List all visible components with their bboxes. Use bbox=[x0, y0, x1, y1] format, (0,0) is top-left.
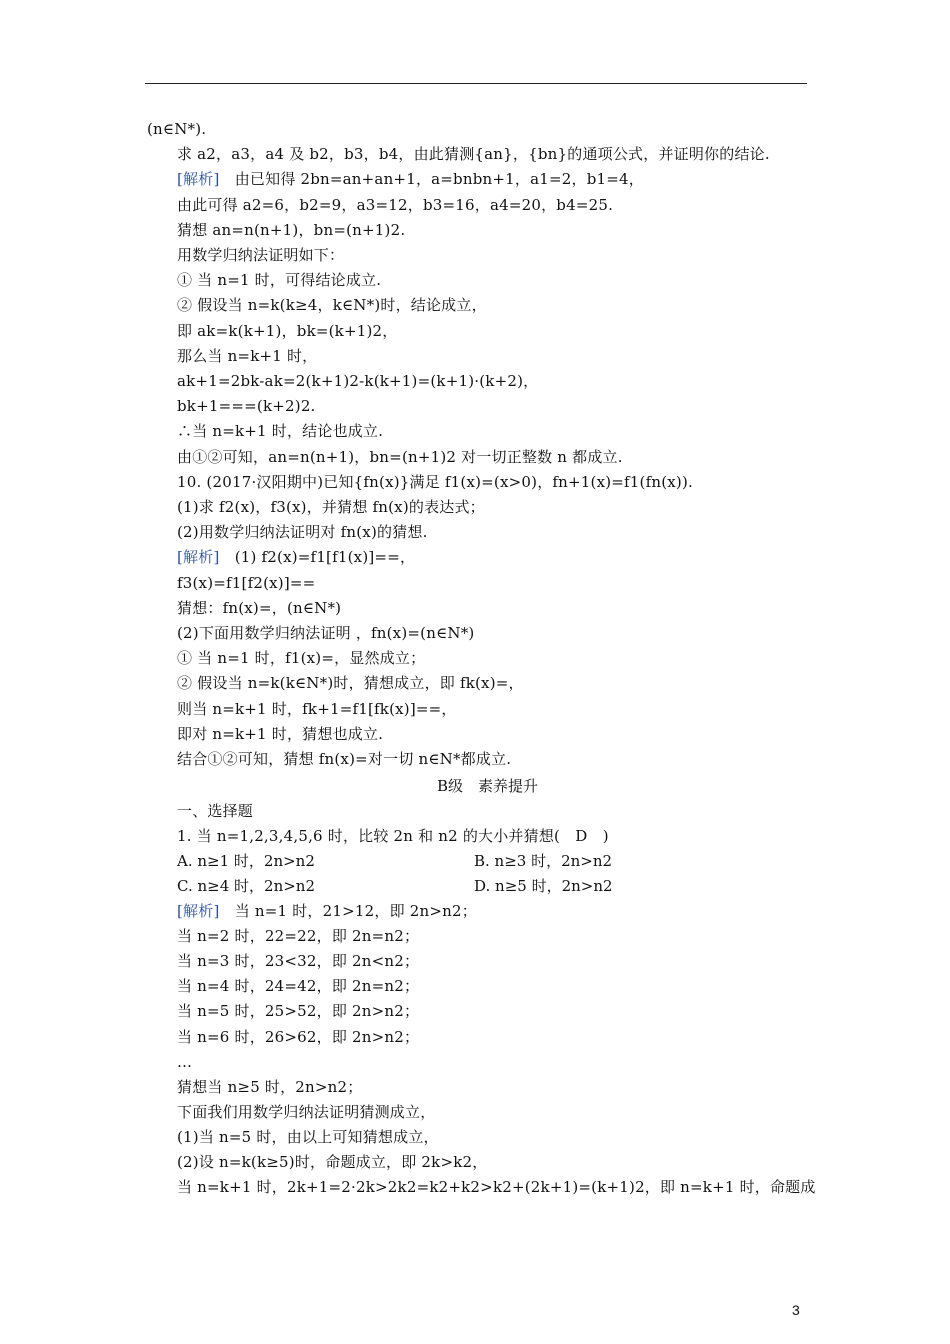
text-line bbox=[177, 497, 485, 517]
text-line bbox=[177, 321, 397, 341]
page-number: 3 bbox=[792, 1302, 800, 1318]
line-text: 猜想 an=n(n+1)，bn=(n+1)2. bbox=[177, 220, 406, 239]
line-text: f3(x)=f1[f2(x)]== bbox=[177, 573, 316, 592]
line-text: 由①②可知，an=n(n+1)，bn=(n+1)2 对一切正整数 n 都成立. bbox=[177, 447, 623, 466]
line-text: 求 a2，a3，a4 及 b2，b3，b4，由此猜测{an}，{bn}的通项公式，并证明你的结论. bbox=[177, 145, 770, 164]
text-line bbox=[177, 699, 457, 719]
line-text: 当 n=k+1 时，2k+1=2·2k>2k2=k2+k2>k2+(2k+1)=(k+1)2，即 n=k+1 时，命题成 bbox=[177, 1178, 816, 1197]
text-line bbox=[177, 749, 511, 769]
line-text: (n∈N*). bbox=[147, 120, 207, 138]
text-line bbox=[177, 623, 474, 643]
text-line bbox=[177, 1077, 363, 1097]
option-c: C. n≥4 时，2n>n2 bbox=[177, 877, 315, 895]
line-text: 当 n=2 时，22=22，即 2n=n2； bbox=[177, 927, 420, 946]
question-text: 1. 当 n=1,2,3,4,5,6 时，比较 2n 和 n2 的大小并猜想( D ) bbox=[177, 827, 609, 845]
text-line bbox=[177, 270, 381, 290]
text-line bbox=[177, 195, 613, 215]
line-text: 猜想：fn(x)=，(n∈N*) bbox=[177, 598, 342, 617]
line-text: (2)下面用数学归纳法证明 ，fn(x)=(n∈N*) bbox=[177, 624, 475, 642]
analysis-tag: [解析] bbox=[177, 548, 220, 567]
text-line bbox=[177, 901, 477, 921]
part-title: 一、选择题 bbox=[177, 802, 254, 820]
text-line bbox=[177, 447, 623, 467]
text-line bbox=[177, 926, 419, 946]
line-text: (1)求 f2(x)，f3(x)，并猜想 fn(x)的表达式； bbox=[177, 498, 485, 516]
line-text: 当 n=1 时，21>12，即 2n>n2； bbox=[234, 902, 477, 920]
line-text: 当 n=6 时，26>62，即 2n>n2； bbox=[177, 1027, 420, 1046]
line-text: ① 当 n=1 时，可得结论成立. bbox=[177, 271, 382, 290]
text-line bbox=[177, 1052, 192, 1072]
text-line bbox=[177, 295, 487, 315]
line-text: … bbox=[177, 1052, 193, 1071]
header-rule bbox=[145, 83, 807, 84]
line-text: ∴当 n=k+1 时，结论也成立. bbox=[177, 422, 384, 441]
line-text: 由此可得 a2=6，b2=9，a3=12，b3=16，a4=20，b4=25. bbox=[177, 195, 614, 214]
text-line bbox=[177, 573, 315, 593]
option-d: D. n≥5 时，2n>n2 bbox=[474, 877, 613, 895]
line-text: 由已知得 2bn=an+an+1，a=bnbn+1，a1=2，b1=4， bbox=[234, 170, 644, 189]
line-text: 即 ak=k(k+1)，bk=(k+1)2， bbox=[177, 321, 398, 340]
text-line bbox=[177, 976, 419, 996]
text-line bbox=[177, 396, 316, 416]
text-line bbox=[177, 547, 415, 567]
text-line bbox=[177, 598, 341, 618]
text-line bbox=[177, 1177, 816, 1197]
line-text: bk+1===(k+2)2. bbox=[177, 397, 316, 416]
text-line bbox=[177, 648, 425, 668]
line-text: 则当 n=k+1 时，fk+1=f1[fk(x)]==， bbox=[177, 699, 457, 718]
option-a: A. n≥1 时，2n>n2 bbox=[177, 852, 315, 870]
line-text: (1)当 n=5 时，由以上可知猜想成立， bbox=[177, 1127, 439, 1146]
text-line bbox=[177, 421, 383, 441]
text-line bbox=[177, 144, 770, 164]
line-text: (2)用数学归纳法证明对 fn(x)的猜想. bbox=[177, 523, 428, 542]
text-line bbox=[177, 220, 405, 240]
text-line bbox=[177, 951, 419, 971]
line-text: ① 当 n=1 时，f1(x)=，显然成立； bbox=[177, 649, 426, 668]
analysis-tag: [解析] bbox=[177, 170, 220, 189]
line-text: 当 n=4 时，24=42，即 2n=n2； bbox=[177, 977, 420, 996]
text-line bbox=[177, 1001, 419, 1021]
analysis-tag: [解析] bbox=[177, 902, 220, 920]
line-text: 结合①②可知，猜想 fn(x)=对一切 n∈N*都成立. bbox=[177, 750, 512, 768]
line-text: 下面我们用数学归纳法证明猜测成立， bbox=[177, 1102, 436, 1121]
text-line bbox=[177, 1152, 487, 1172]
text-line bbox=[177, 673, 524, 693]
section-heading: B级 素养提升 bbox=[437, 777, 539, 795]
text-line bbox=[177, 472, 693, 492]
line-text: ② 假设当 n=k(k≥4，k∈N*)时，结论成立， bbox=[177, 296, 487, 315]
line-text: 用数学归纳法证明如下： bbox=[177, 246, 345, 264]
line-text: (2)设 n=k(k≥5)时，命题成立，即 2k>k2， bbox=[177, 1153, 488, 1171]
line-text: 10. (2017·汉阳期中)已知{fn(x)}满足 f1(x)=(x>0)，fn+1(x)=f1(fn(x)). bbox=[177, 472, 694, 491]
line-text: 当 n=5 时，25>52，即 2n>n2； bbox=[177, 1002, 420, 1021]
line-text: ② 假设当 n=k(k∈N*)时，猜想成立，即 fk(x)=， bbox=[177, 674, 524, 693]
text-line bbox=[177, 1027, 419, 1047]
line-text: 那么当 n=k+1 时， bbox=[177, 346, 318, 365]
line-text: 即对 n=k+1 时，猜想也成立. bbox=[177, 724, 384, 743]
text-line bbox=[177, 1127, 439, 1147]
option-b: B. n≥3 时，2n>n2 bbox=[474, 852, 613, 870]
line-text: 猜想当 n≥5 时，2n>n2； bbox=[177, 1077, 363, 1096]
text-line bbox=[177, 522, 428, 542]
text-line bbox=[177, 724, 383, 744]
line-text: 当 n=3 时，23<32，即 2n<n2； bbox=[177, 952, 420, 971]
text-line bbox=[147, 119, 206, 139]
line-text: (1) f2(x)=f1[f1(x)]==， bbox=[234, 548, 416, 567]
text-line bbox=[177, 169, 644, 189]
text-line bbox=[177, 371, 538, 391]
text-line bbox=[177, 245, 344, 265]
text-line bbox=[177, 346, 317, 366]
line-text: ak+1=2bk-ak=2(k+1)2-k(k+1)=(k+1)·(k+2)， bbox=[177, 372, 539, 390]
text-line bbox=[177, 1102, 435, 1122]
